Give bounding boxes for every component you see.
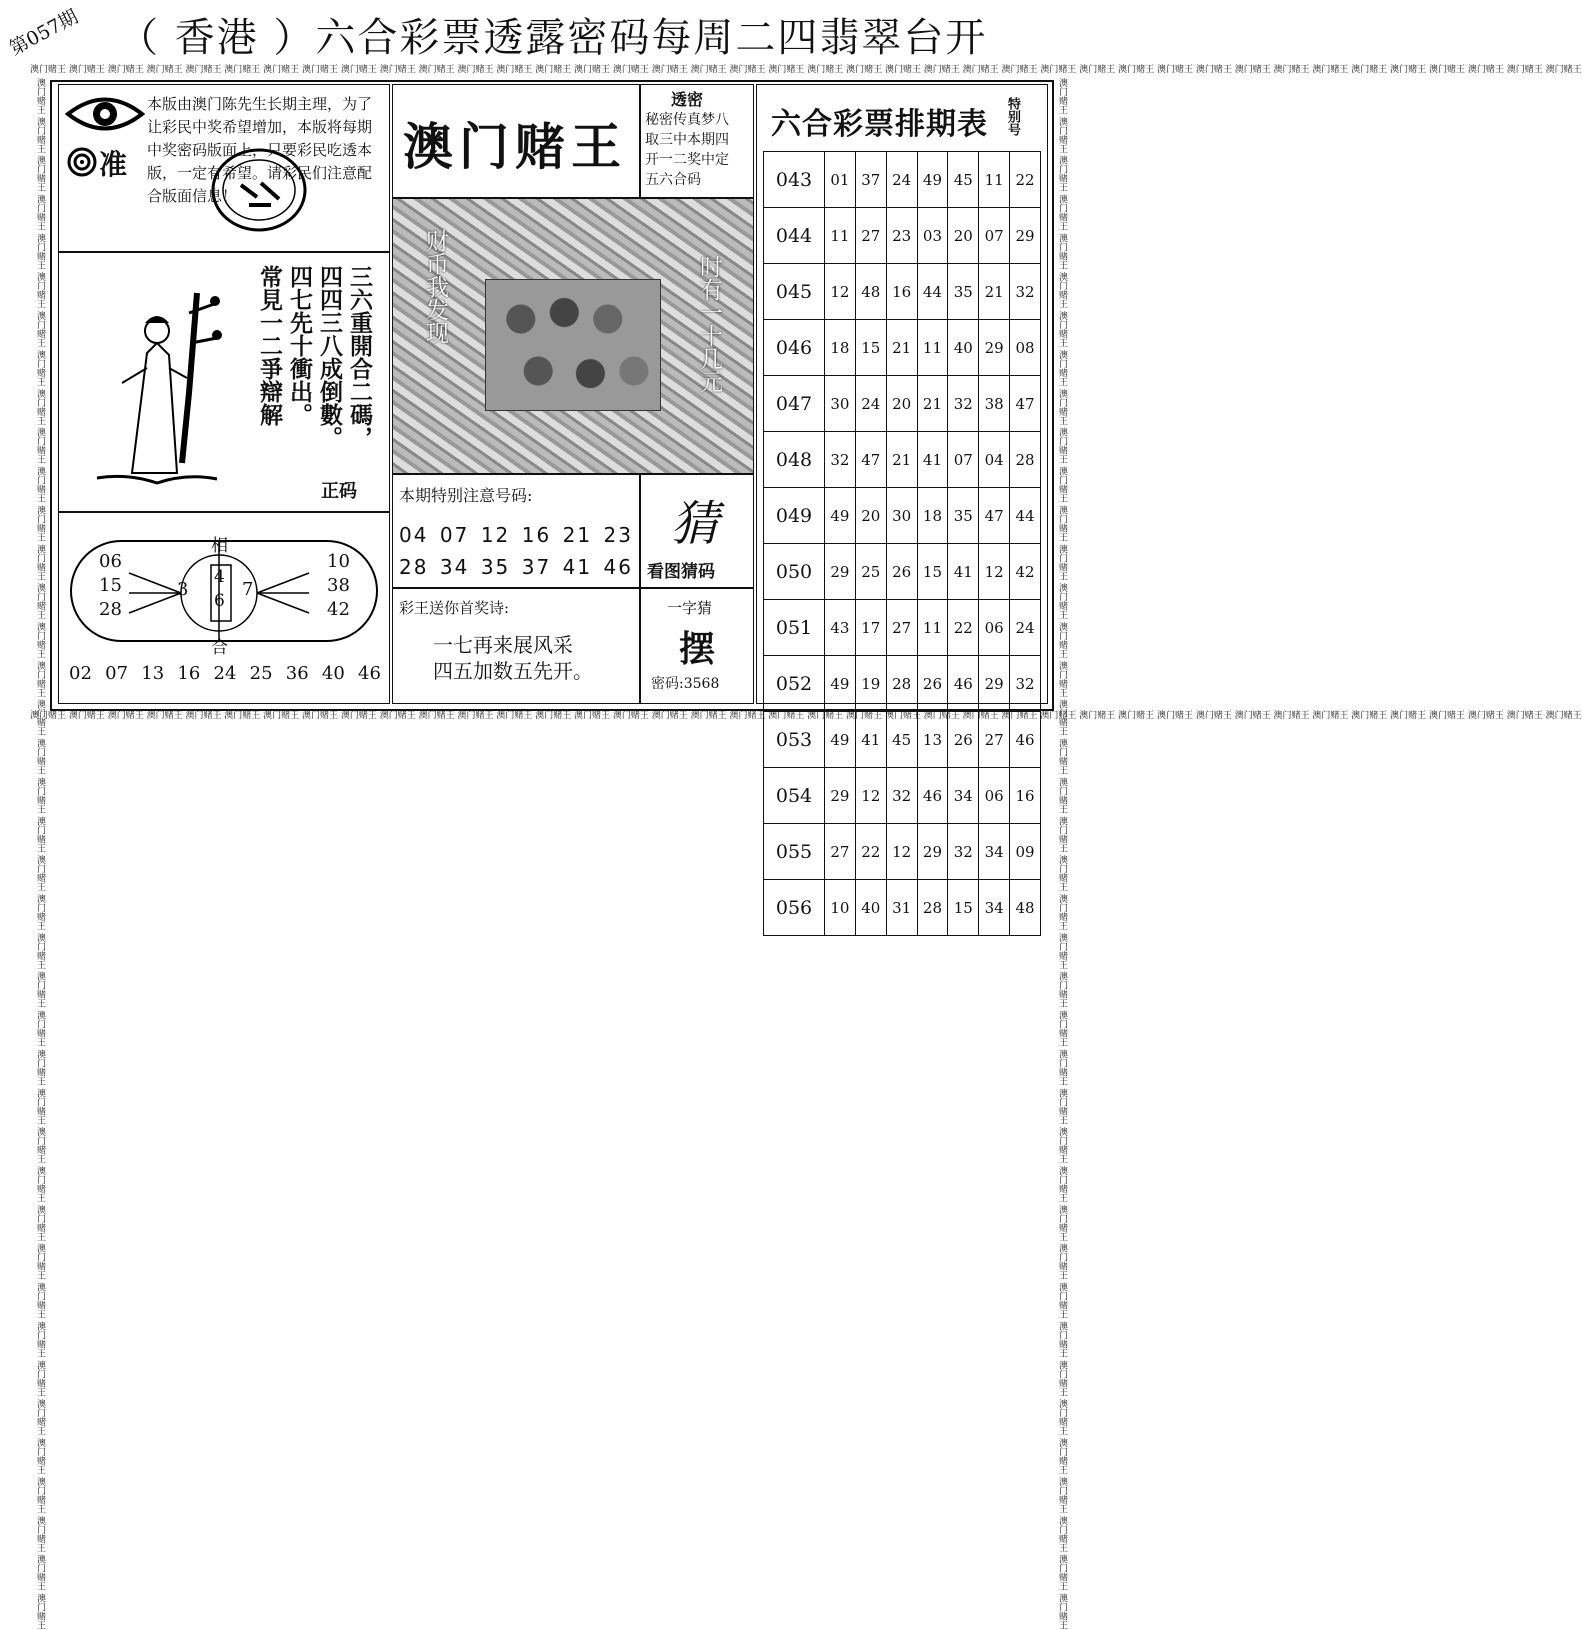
number-cell: 32 bbox=[825, 432, 856, 488]
number-cell: 15 bbox=[948, 880, 979, 936]
special-number: 23 bbox=[603, 523, 633, 547]
number-cell: 16 bbox=[886, 264, 917, 320]
special-number: 12 bbox=[480, 523, 511, 547]
number-cell: 30 bbox=[886, 488, 917, 544]
number-cell: 04 bbox=[979, 432, 1010, 488]
poem-col-3: 四七先十衝出。 bbox=[286, 265, 312, 426]
number-cell: 41 bbox=[917, 432, 948, 488]
eye-icon bbox=[65, 91, 145, 137]
wheel-bottom-num: 02 bbox=[69, 663, 92, 684]
top-border-strip: 澳门赌王 澳门赌王 澳门赌王 澳门赌王 澳门赌王 澳门赌王 澳门赌王 澳门赌王 澳门赌王 澳门赌王 澳门赌王 澳门赌王 澳门赌王 澳门赌王 澳门赌王 澳门赌王 澳门赌王 澳门赌王 澳门赌王 澳门赌王 澳门赌王 澳门赌王 澳门赌王 澳门赌王 澳门赌王 澳门赌王 澳门赌王 澳门赌王 澳门赌王 澳门赌王 澳门赌王 澳门赌王 澳门赌王 澳门赌王 澳门赌王 澳门赌王 澳门赌王 澳门赌王 澳门赌王 澳门赌王 bbox=[30, 65, 1582, 75]
number-cell: 38 bbox=[979, 376, 1010, 432]
wheel-bottom-num: 40 bbox=[321, 663, 345, 684]
number-cell: 48 bbox=[1010, 880, 1041, 936]
lady-figure-illustration bbox=[77, 273, 227, 498]
signature-image: 猜 bbox=[671, 496, 720, 552]
schedule-row bbox=[764, 656, 1041, 712]
number-cell: 21 bbox=[886, 320, 917, 376]
number-cell: 44 bbox=[1010, 488, 1041, 544]
special-number: 28 bbox=[399, 555, 429, 579]
wheel-bottom-row bbox=[69, 663, 381, 684]
schedule-row bbox=[764, 152, 1041, 208]
number-cell: 46 bbox=[1010, 712, 1041, 768]
number-cell: 01 bbox=[825, 152, 856, 208]
special-number: 04 bbox=[399, 523, 429, 547]
number-cell: 47 bbox=[979, 488, 1010, 544]
special-heading: 本期特别注意号码: bbox=[399, 486, 533, 505]
left-border-strip: 澳门赌王 澳门赌王 澳门赌王 澳门赌王 澳门赌王 澳门赌王 澳门赌王 澳门赌王 澳门赌王 澳门赌王 澳门赌王 澳门赌王 澳门赌王 澳门赌王 澳门赌王 澳门赌王 澳门赌王 澳门赌王 澳门赌王 澳门赌王 澳门赌王 澳门赌王 澳门赌王 澳门赌王 澳门赌王 澳门赌王 澳门赌王 澳门赌王 澳门赌王 澳门赌王 澳门赌王 澳门赌王 澳门赌王 澳门赌王 澳门赌王 澳门赌王 澳门赌王 澳门赌王 澳门赌王 澳门赌王 bbox=[35, 78, 45, 1630]
period-cell: 054 bbox=[764, 768, 825, 824]
number-cell: 18 bbox=[825, 320, 856, 376]
number-cell: 12 bbox=[855, 768, 886, 824]
number-cell: 22 bbox=[948, 600, 979, 656]
riddle-code: 密码:3568 bbox=[651, 676, 720, 692]
tmi-line-3: 开一二奖中定 bbox=[645, 152, 729, 168]
number-cell: 41 bbox=[855, 712, 886, 768]
number-cell: 32 bbox=[948, 824, 979, 880]
number-cell: 10 bbox=[825, 880, 856, 936]
schedule-row bbox=[764, 376, 1041, 432]
number-cell: 21 bbox=[979, 264, 1010, 320]
number-cell: 13 bbox=[917, 712, 948, 768]
zhun-label: 准 bbox=[99, 148, 128, 181]
number-cell: 49 bbox=[917, 152, 948, 208]
number-cell: 16 bbox=[1010, 768, 1041, 824]
number-cell: 28 bbox=[917, 880, 948, 936]
number-cell: 30 bbox=[825, 376, 856, 432]
schedule-row bbox=[764, 264, 1041, 320]
wheel-left-num-3: 28 bbox=[99, 599, 122, 620]
number-cell: 27 bbox=[855, 208, 886, 264]
number-cell: 25 bbox=[855, 544, 886, 600]
number-cell: 32 bbox=[886, 768, 917, 824]
poem-col-4: 常見一二爭辯解 bbox=[256, 265, 282, 426]
number-cell: 49 bbox=[825, 656, 856, 712]
schedule-row bbox=[764, 712, 1041, 768]
wheel-left-num-2: 15 bbox=[99, 575, 122, 596]
special-numbers-panel bbox=[392, 474, 640, 588]
number-cell: 32 bbox=[948, 376, 979, 432]
schedule-row bbox=[764, 600, 1041, 656]
wheel-panel bbox=[58, 512, 390, 704]
special-number: 16 bbox=[521, 523, 552, 547]
riddle-char: 摆 bbox=[679, 629, 716, 670]
schedule-panel bbox=[756, 84, 1048, 919]
number-cell: 34 bbox=[979, 824, 1010, 880]
special-number: 07 bbox=[439, 523, 470, 547]
number-cell: 27 bbox=[979, 712, 1010, 768]
special-number: 21 bbox=[562, 523, 593, 547]
riddle-heading: 一字猜 bbox=[667, 599, 713, 617]
number-cell: 35 bbox=[948, 488, 979, 544]
wheel-bottom-num: 16 bbox=[177, 663, 201, 684]
wheel-bottom-num: 07 bbox=[105, 663, 129, 684]
number-cell: 45 bbox=[948, 152, 979, 208]
number-cell: 22 bbox=[1010, 152, 1041, 208]
guess-image-panel bbox=[640, 474, 754, 588]
number-cell: 22 bbox=[855, 824, 886, 880]
number-cell: 11 bbox=[917, 600, 948, 656]
brand-title: 澳门赌王 bbox=[403, 118, 627, 176]
number-cell: 48 bbox=[855, 264, 886, 320]
tmi-panel bbox=[640, 84, 754, 198]
special-number: 34 bbox=[439, 555, 470, 579]
number-cell: 41 bbox=[948, 544, 979, 600]
number-cell: 03 bbox=[917, 208, 948, 264]
number-cell: 42 bbox=[1010, 544, 1041, 600]
number-cell: 26 bbox=[948, 712, 979, 768]
number-cell: 27 bbox=[825, 824, 856, 880]
money-collage-image bbox=[392, 198, 754, 474]
target-icon bbox=[67, 147, 97, 177]
wheel-center-left: 3 bbox=[177, 579, 189, 600]
period-cell: 046 bbox=[764, 320, 825, 376]
number-cell: 29 bbox=[825, 768, 856, 824]
wheel-bottom-num: 46 bbox=[358, 663, 381, 684]
award-poem-line-2: 四五加数五先开。 bbox=[433, 659, 593, 683]
number-cell: 27 bbox=[886, 600, 917, 656]
wheel-right-num-3: 42 bbox=[327, 599, 350, 620]
wheel-right-num-2: 38 bbox=[327, 575, 350, 596]
crowd-photo bbox=[485, 279, 661, 411]
period-cell: 048 bbox=[764, 432, 825, 488]
number-cell: 49 bbox=[825, 712, 856, 768]
poem-panel bbox=[58, 252, 390, 512]
number-cell: 08 bbox=[1010, 320, 1041, 376]
schedule-row bbox=[764, 824, 1041, 880]
schedule-table bbox=[763, 151, 1041, 936]
number-cell: 49 bbox=[825, 488, 856, 544]
number-cell: 21 bbox=[917, 376, 948, 432]
number-cell: 29 bbox=[979, 320, 1010, 376]
special-number: 37 bbox=[521, 555, 552, 579]
number-cell: 29 bbox=[979, 656, 1010, 712]
poem-col-1: 三六重開合二碼， bbox=[346, 265, 372, 449]
schedule-row bbox=[764, 208, 1041, 264]
number-cell: 37 bbox=[855, 152, 886, 208]
number-cell: 32 bbox=[1010, 656, 1041, 712]
award-poem-heading: 彩王送你首奖诗: bbox=[399, 599, 510, 617]
number-cell: 07 bbox=[979, 208, 1010, 264]
number-cell: 26 bbox=[917, 656, 948, 712]
number-cell: 11 bbox=[917, 320, 948, 376]
photo-left-text: 财币我发现 bbox=[422, 229, 448, 344]
tmi-line-4: 五六合码 bbox=[645, 172, 701, 188]
number-cell: 31 bbox=[886, 880, 917, 936]
number-cell: 47 bbox=[855, 432, 886, 488]
number-cell: 47 bbox=[1010, 376, 1041, 432]
period-cell: 047 bbox=[764, 376, 825, 432]
number-cell: 12 bbox=[886, 824, 917, 880]
number-cell: 32 bbox=[1010, 264, 1041, 320]
number-cell: 19 bbox=[855, 656, 886, 712]
wheel-center-mid-top: 4 bbox=[214, 567, 225, 587]
tmi-line-2: 取三中本期四 bbox=[645, 132, 729, 148]
intro-panel bbox=[58, 84, 390, 252]
number-cell: 46 bbox=[917, 768, 948, 824]
number-cell: 07 bbox=[948, 432, 979, 488]
tmi-line-1: 秘密传真梦八 bbox=[645, 112, 729, 128]
wheel-bottom-num: 24 bbox=[213, 663, 237, 684]
number-cell: 18 bbox=[917, 488, 948, 544]
special-row-1 bbox=[399, 523, 633, 547]
number-cell: 24 bbox=[855, 376, 886, 432]
special-row-2 bbox=[399, 555, 633, 579]
number-cell: 23 bbox=[886, 208, 917, 264]
wheel-right-num-1: 10 bbox=[327, 551, 350, 572]
riddle-panel bbox=[640, 588, 754, 704]
number-cell: 46 bbox=[948, 656, 979, 712]
page-title: （ 香港 ）六合彩票透露密码每周二四翡翠台开 bbox=[118, 15, 988, 61]
number-cell: 11 bbox=[825, 208, 856, 264]
guess-image-label: 看图猜码 bbox=[647, 562, 715, 582]
bottom-border-strip: 澳门赌王 澳门赌王 澳门赌王 澳门赌王 澳门赌王 澳门赌王 澳门赌王 澳门赌王 澳门赌王 澳门赌王 澳门赌王 澳门赌王 澳门赌王 澳门赌王 澳门赌王 澳门赌王 澳门赌王 澳门赌王 澳门赌王 澳门赌王 澳门赌王 澳门赌王 澳门赌王 澳门赌王 澳门赌王 澳门赌王 澳门赌王 澳门赌王 澳门赌王 澳门赌王 澳门赌王 澳门赌王 澳门赌王 澳门赌王 澳门赌王 澳门赌王 澳门赌王 澳门赌王 澳门赌王 澳门赌王 bbox=[30, 711, 1582, 721]
number-cell: 11 bbox=[979, 152, 1010, 208]
special-number: 46 bbox=[603, 555, 633, 579]
period-cell: 056 bbox=[764, 880, 825, 936]
number-cell: 20 bbox=[948, 208, 979, 264]
period-cell: 049 bbox=[764, 488, 825, 544]
number-cell: 20 bbox=[855, 488, 886, 544]
number-cell: 34 bbox=[979, 880, 1010, 936]
number-cell: 15 bbox=[855, 320, 886, 376]
period-cell: 055 bbox=[764, 824, 825, 880]
number-cell: 29 bbox=[825, 544, 856, 600]
number-cell: 43 bbox=[825, 600, 856, 656]
schedule-title: 六合彩票排期表 bbox=[771, 107, 988, 142]
number-cell: 40 bbox=[948, 320, 979, 376]
number-cell: 28 bbox=[886, 656, 917, 712]
right-border-strip: 澳门赌王 澳门赌王 澳门赌王 澳门赌王 澳门赌王 澳门赌王 澳门赌王 澳门赌王 澳门赌王 澳门赌王 澳门赌王 澳门赌王 澳门赌王 澳门赌王 澳门赌王 澳门赌王 澳门赌王 澳门赌王 澳门赌王 澳门赌王 澳门赌王 澳门赌王 澳门赌王 澳门赌王 澳门赌王 澳门赌王 澳门赌王 澳门赌王 澳门赌王 澳门赌王 澳门赌王 澳门赌王 澳门赌王 澳门赌王 澳门赌王 澳门赌王 澳门赌王 澳门赌王 澳门赌王 澳门赌王 bbox=[1057, 78, 1067, 1630]
period-cell: 045 bbox=[764, 264, 825, 320]
wheel-bottom-num: 36 bbox=[285, 663, 309, 684]
period-cell: 043 bbox=[764, 152, 825, 208]
period-cell: 051 bbox=[764, 600, 825, 656]
special-number: 35 bbox=[480, 555, 511, 579]
brand-panel bbox=[392, 84, 640, 198]
number-cell: 12 bbox=[979, 544, 1010, 600]
number-cell: 24 bbox=[886, 152, 917, 208]
wheel-bottom-num: 13 bbox=[141, 663, 165, 684]
period-cell: 044 bbox=[764, 208, 825, 264]
number-cell: 44 bbox=[917, 264, 948, 320]
schedule-row bbox=[764, 432, 1041, 488]
wheel-bottom-label: 合 bbox=[211, 638, 228, 658]
wheel-center-right: 7 bbox=[242, 579, 254, 600]
number-cell: 35 bbox=[948, 264, 979, 320]
number-cell: 06 bbox=[979, 768, 1010, 824]
number-cell: 21 bbox=[886, 432, 917, 488]
wheel-bottom-num: 25 bbox=[249, 663, 273, 684]
number-cell: 40 bbox=[855, 880, 886, 936]
wheel-top-label: 相 bbox=[211, 536, 228, 556]
number-cell: 29 bbox=[917, 824, 948, 880]
number-cell: 12 bbox=[825, 264, 856, 320]
wheel-left-num-1: 06 bbox=[99, 551, 122, 572]
issue-number: 第057期 bbox=[5, 5, 82, 60]
number-cell: 20 bbox=[886, 376, 917, 432]
special-number: 41 bbox=[562, 555, 593, 579]
number-cell: 09 bbox=[1010, 824, 1041, 880]
photo-right-text: 时有一十几元 bbox=[696, 255, 722, 393]
number-cell: 06 bbox=[979, 600, 1010, 656]
award-poem-line-1: 一七再来展风采 bbox=[433, 633, 573, 657]
intro-text: 本版由澳门陈先生长期主理，为了让彩民中奖希望增加，本版将每期中奖密码版面上，只要彩民吃透本版，一定有希望。请彩民们注意配合版面信息！ bbox=[147, 95, 373, 205]
number-cell: 15 bbox=[917, 544, 948, 600]
number-cell: 34 bbox=[948, 768, 979, 824]
schedule-row bbox=[764, 320, 1041, 376]
period-cell: 052 bbox=[764, 656, 825, 712]
number-cell: 29 bbox=[1010, 208, 1041, 264]
period-cell: 050 bbox=[764, 544, 825, 600]
schedule-row bbox=[764, 880, 1041, 936]
schedule-tag: 特别号 bbox=[1005, 97, 1020, 136]
period-cell: 053 bbox=[764, 712, 825, 768]
schedule-row bbox=[764, 544, 1041, 600]
schedule-row bbox=[764, 488, 1041, 544]
number-cell: 26 bbox=[886, 544, 917, 600]
number-cell: 17 bbox=[855, 600, 886, 656]
tmi-heading: 透密 bbox=[671, 90, 704, 109]
poem-col-2: 四四三八成倒數。 bbox=[316, 265, 342, 449]
number-cell: 24 bbox=[1010, 600, 1041, 656]
number-cell: 45 bbox=[886, 712, 917, 768]
award-poem-panel bbox=[392, 588, 640, 704]
schedule-row bbox=[764, 768, 1041, 824]
wheel-center-mid-bottom: 6 bbox=[214, 591, 225, 611]
zhengma-label: 正码 bbox=[321, 481, 357, 502]
number-cell: 28 bbox=[1010, 432, 1041, 488]
